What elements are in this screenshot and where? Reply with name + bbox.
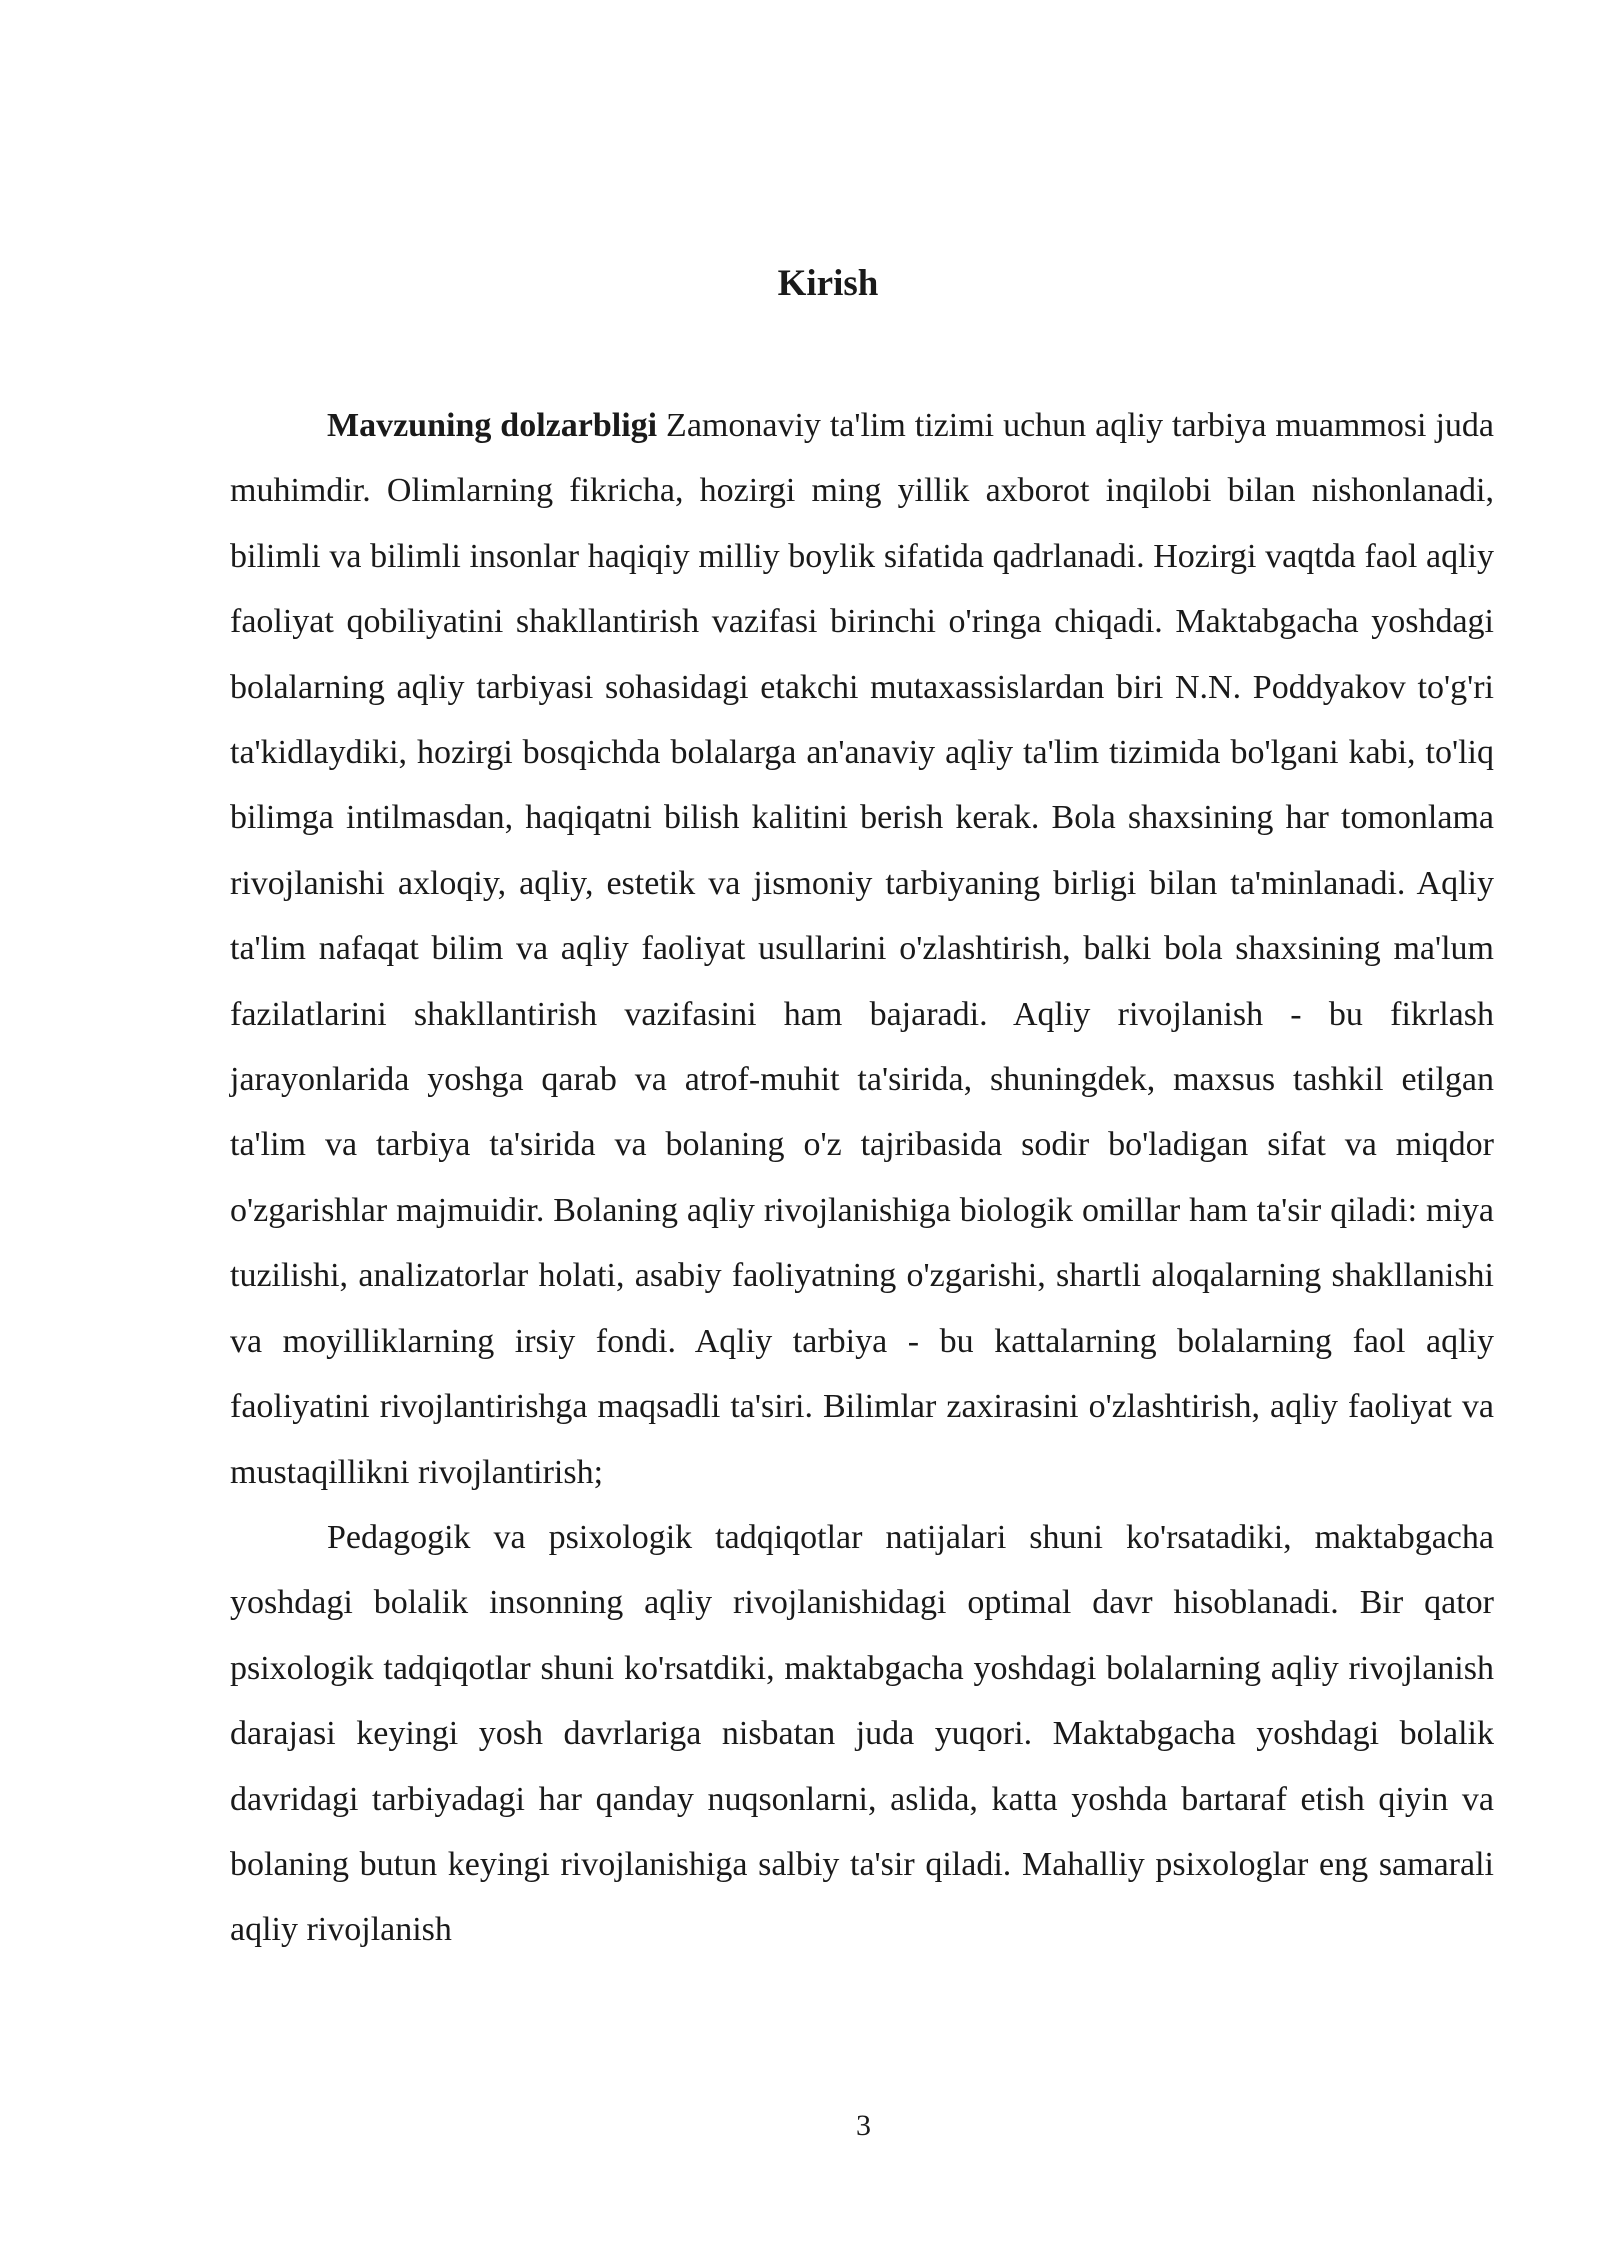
paragraph-1-text: Zamonaviy ta'lim tizimi uchun aqliy tarbiya muammosi juda muhimdir. Olimlarning fikricha, hozirgi ming yillik axborot inqilobi bilan nishonlanadi, bilimli va bilimli insonlar haqiqiy milliy boylik sifatida qadrlanadi. Hozirgi vaqtda faol aqliy faoliyat qobiliyatini shakllantirish vazifasi birinchi o'ringa chiqadi. Maktabgacha yoshdagi bolalarning aqliy tarbiyasi sohasidagi etakchi mutaxassislardan biri N.N. Poddyakov to'g'ri ta'kidlaydiki, hozirgi bosqichda bolalarga an'anaviy aqliy ta'lim tizimida bo'lgani kabi, to'liq bilimga intilmasdan, haqiqatni bilish kalitini berish kerak. Bola shaxsining har tomonlama rivojlanishi axloqiy, aqliy, estetik va jismoniy tarbiyaning birligi bilan ta'minlanadi. Aqliy ta'lim nafaqat bilim va aqliy faoliyat usullarini o'zlashtirish, balki bola shaxsining ma'lum fazilatlarini shakllantirish vazifasini ham bajaradi. Aqliy rivojlanish - bu fikrlash jarayonlarida yoshga qarab va atrof-muhit ta'sirida, shuningdek, maxsus tashkil etilgan ta'lim va tarbiya ta'sirida va bolaning o'z tajribasida sodir bo'ladigan sifat va miqdor o'zgarishlar majmuidir. Bolaning aqliy rivojlanishiga biologik omillar ham ta'sir qiladi: miya tuzilishi, analizatorlar holati, asabiy faoliyatning o'zgarishi, shartli aloqalarning shakllanishi va moyilliklarning irsiy fondi. Aqliy tarbiya - bu kattalarning bolalarning faol aqliy faoliyatini rivojlantirishga maqsadli ta'siri. Bilimlar zaxirasini o'zlashtirish, aqliy faoliyat va mustaqillikni rivojlantirish;	[230, 407, 1494, 1491]
paragraph-lead-heading: Mavzuning dolzarbligi	[327, 407, 658, 444]
page-title: Kirish	[777, 263, 879, 304]
page-number: 3	[856, 2109, 871, 2142]
paragraph-1	[230, 393, 1494, 1505]
paragraph-2	[230, 1505, 1494, 1963]
paragraph-2-text: Pedagogik va psixologik tadqiqotlar natijalari shuni ko'rsatadiki, maktabgacha yoshdagi bolalik insonning aqliy rivojlanishidagi optimal davr hisoblanadi. Bir qator psixologik tadqiqotlar shuni ko'rsatdiki, maktabgacha yoshdagi bolalarning aqliy rivojlanish darajasi keyingi yosh davrlariga nisbatan juda yuqori. Maktabgacha yoshdagi bolalik davridagi tarbiyadagi har qanday nuqsonlarni, aslida, katta yoshda bartaraf etish qiyin va bolaning butun keyingi rivojlanishiga salbiy ta'sir qiladi. Mahalliy psixologlar eng samarali aqliy rivojlanish	[230, 1518, 1494, 1949]
document-body	[230, 393, 1494, 1963]
